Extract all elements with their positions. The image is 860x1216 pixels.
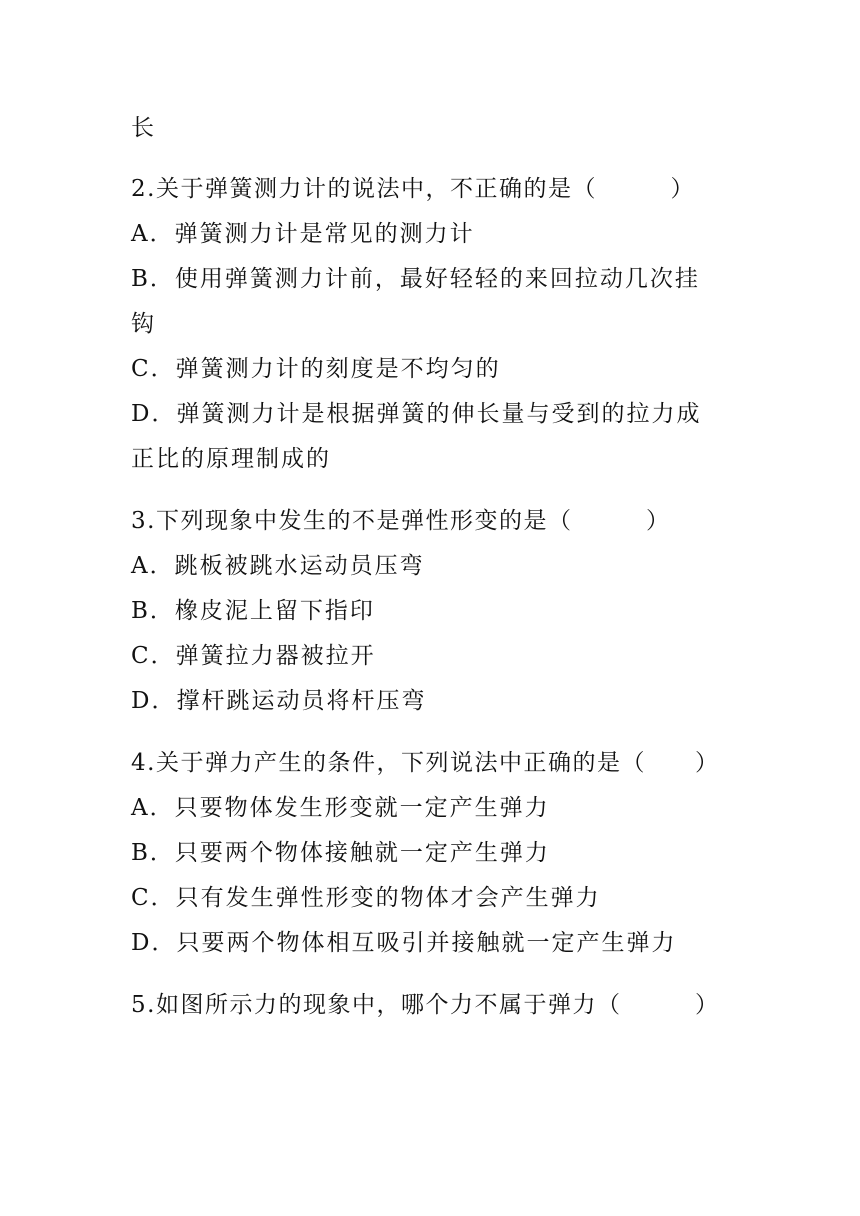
question-3-stem: 3.下列现象中发生的不是弹性形变的是（ ） [131, 508, 671, 534]
question-4-option-a: A．只要物体发生形变就一定产生弹力 [131, 795, 550, 821]
question-4-option-c: C．只有发生弹性形变的物体才会产生弹力 [131, 885, 601, 911]
question-4-option-b: B．只要两个物体接触就一定产生弹力 [131, 840, 550, 866]
question-2-option-a: A．弹簧测力计是常见的测力计 [131, 221, 475, 247]
question-4-stem: 4.关于弹力产生的条件，下列说法中正确的是（ ） [131, 750, 720, 776]
question-2-option-d-line2: 正比的原理制成的 [131, 446, 331, 472]
question-2-option-d-line1: D．弹簧测力计是根据弹簧的伸长量与受到的拉力成 [131, 401, 702, 427]
continued-text-fragment: 长 [131, 115, 156, 141]
question-2-option-c: C．弹簧测力计的刻度是不均匀的 [131, 356, 501, 382]
question-3-option-d: D．撑杆跳运动员将杆压弯 [131, 688, 427, 714]
question-5-stem: 5.如图所示力的现象中，哪个力不属于弹力（ ） [131, 992, 720, 1018]
question-3-option-c: C．弹簧拉力器被拉开 [131, 643, 376, 669]
question-2-stem: 2.关于弹簧测力计的说法中，不正确的是（ ） [131, 176, 695, 202]
question-4-option-d: D．只要两个物体相互吸引并接触就一定产生弹力 [131, 930, 677, 956]
question-2-option-b-line1: B．使用弹簧测力计前，最好轻轻的来回拉动几次挂 [131, 266, 700, 292]
question-3-option-a: A．跳板被跳水运动员压弯 [131, 553, 425, 579]
question-2-option-b-line2: 钩 [131, 311, 156, 337]
question-3-option-b: B．橡皮泥上留下指印 [131, 598, 375, 624]
